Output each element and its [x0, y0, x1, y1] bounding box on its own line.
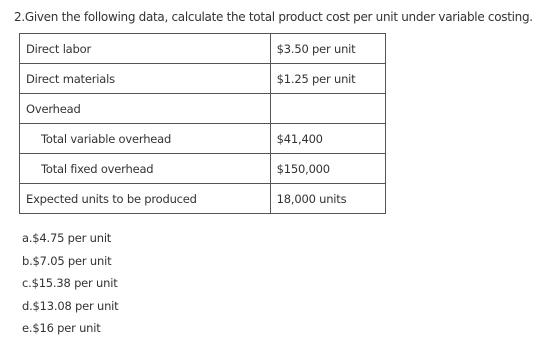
row-label: Overhead [20, 94, 271, 124]
row-label: Direct materials [20, 64, 271, 94]
row-value [270, 94, 385, 124]
table-row [20, 94, 386, 124]
row-label: Total variable overhead [20, 124, 271, 154]
answer-option-d[interactable]: d.$13.08 per unit [22, 298, 119, 313]
table-row [20, 184, 386, 214]
answer-options [22, 228, 119, 341]
table-row [20, 124, 386, 154]
answer-option-c[interactable]: c.$15.38 per unit [22, 276, 118, 290]
table-row [20, 34, 386, 64]
row-label: Expected units to be produced [20, 184, 271, 214]
answer-option-a[interactable]: a.$4.75 per unit [22, 231, 112, 245]
table-row [20, 154, 386, 184]
row-value: $1.25 per unit [270, 64, 385, 94]
row-label: Direct labor [20, 34, 271, 64]
cost-data-table [19, 33, 386, 214]
answer-option-b[interactable]: b.$7.05 per unit [22, 253, 112, 268]
row-value: $150,000 [270, 154, 385, 184]
row-label: Total fixed overhead [20, 154, 271, 184]
question-text: 2.Given the following data, calculate the total product cost per unit under variable costing. [14, 10, 533, 24]
answer-option-e[interactable]: e.$16 per unit [22, 321, 101, 335]
row-value: $41,400 [270, 124, 385, 154]
row-value: 18,000 units [270, 184, 385, 214]
row-value: $3.50 per unit [270, 34, 385, 64]
table-row [20, 64, 386, 94]
